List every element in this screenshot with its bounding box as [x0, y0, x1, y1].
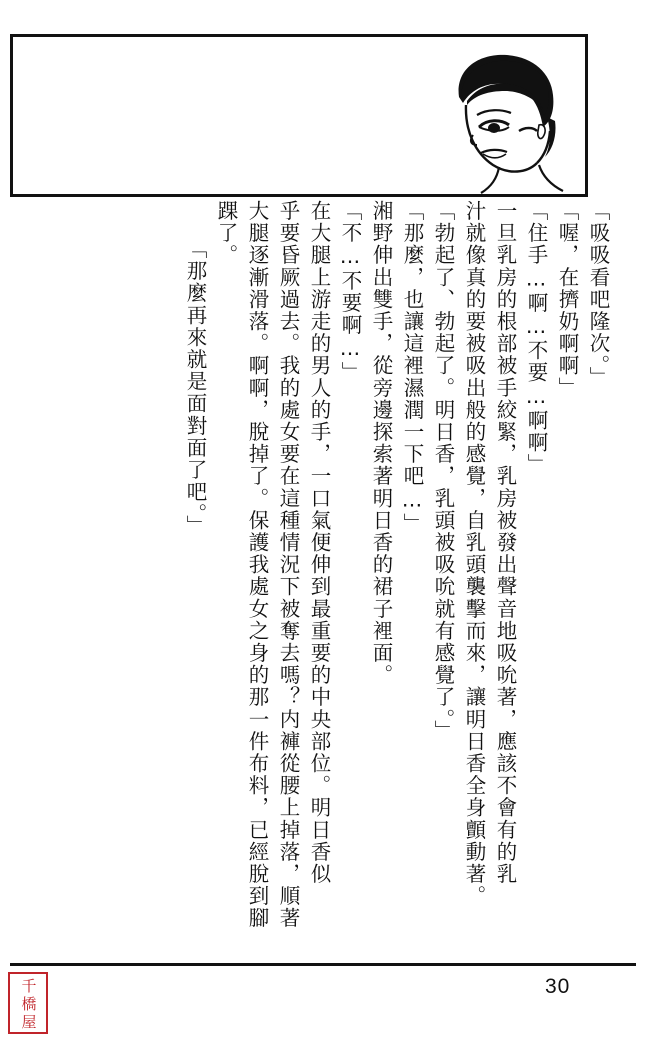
text-column: 大腿逐漸滑落。啊啊，脫掉了。保護我處女之身的那一件布料，已經脫到腳	[245, 200, 269, 930]
seal-char: 屋	[19, 1013, 38, 1029]
body-text	[8, 200, 608, 955]
text-column: 「勃起了、勃起了。明日香，乳頭被吸吮就有感覺了。」	[431, 200, 455, 743]
text-column: 乎要昏厥過去。我的處女要在這種情況下被奪去嗎？内褲從腰上掉落，順著	[276, 200, 300, 930]
text-column: 「那麼再來就是面對面了吧。」	[183, 238, 207, 538]
seal-char: 千	[19, 977, 38, 993]
manga-illustration-panel	[10, 34, 588, 197]
text-column: 「喔，在擠奶啊啊」	[555, 200, 579, 399]
text-column: 「住手…啊…不要…啊啊」	[524, 200, 548, 476]
text-column: 「不…不要啊…」	[338, 200, 362, 384]
footer-divider	[10, 963, 636, 966]
text-column: 一旦乳房的根部被手絞緊，乳房被發出聲音地吸吮著，應該不會有的乳	[493, 200, 517, 886]
text-column: 湘野伸出雙手，從旁邊探索著明日香的裙子裡面。	[369, 200, 393, 687]
publisher-seal	[8, 972, 48, 1034]
text-column: 「那麼，也讓這裡濕潤一下吧…」	[400, 200, 424, 535]
text-column: 汁就像真的要被吸出般的感覺，自乳頭襲擊而來，讓明日香全身顫動著。	[462, 200, 486, 908]
seal-char: 橋	[19, 995, 38, 1011]
text-column: 「吸吸看吧隆次。」	[586, 200, 610, 389]
text-column: 踝了。	[214, 200, 238, 267]
text-column: 在大腿上游走的男人的手，一口氣便伸到最重要的中央部位。明日香似	[307, 200, 331, 886]
face-profile-illustration	[421, 39, 581, 197]
page-number: 30	[545, 975, 571, 998]
